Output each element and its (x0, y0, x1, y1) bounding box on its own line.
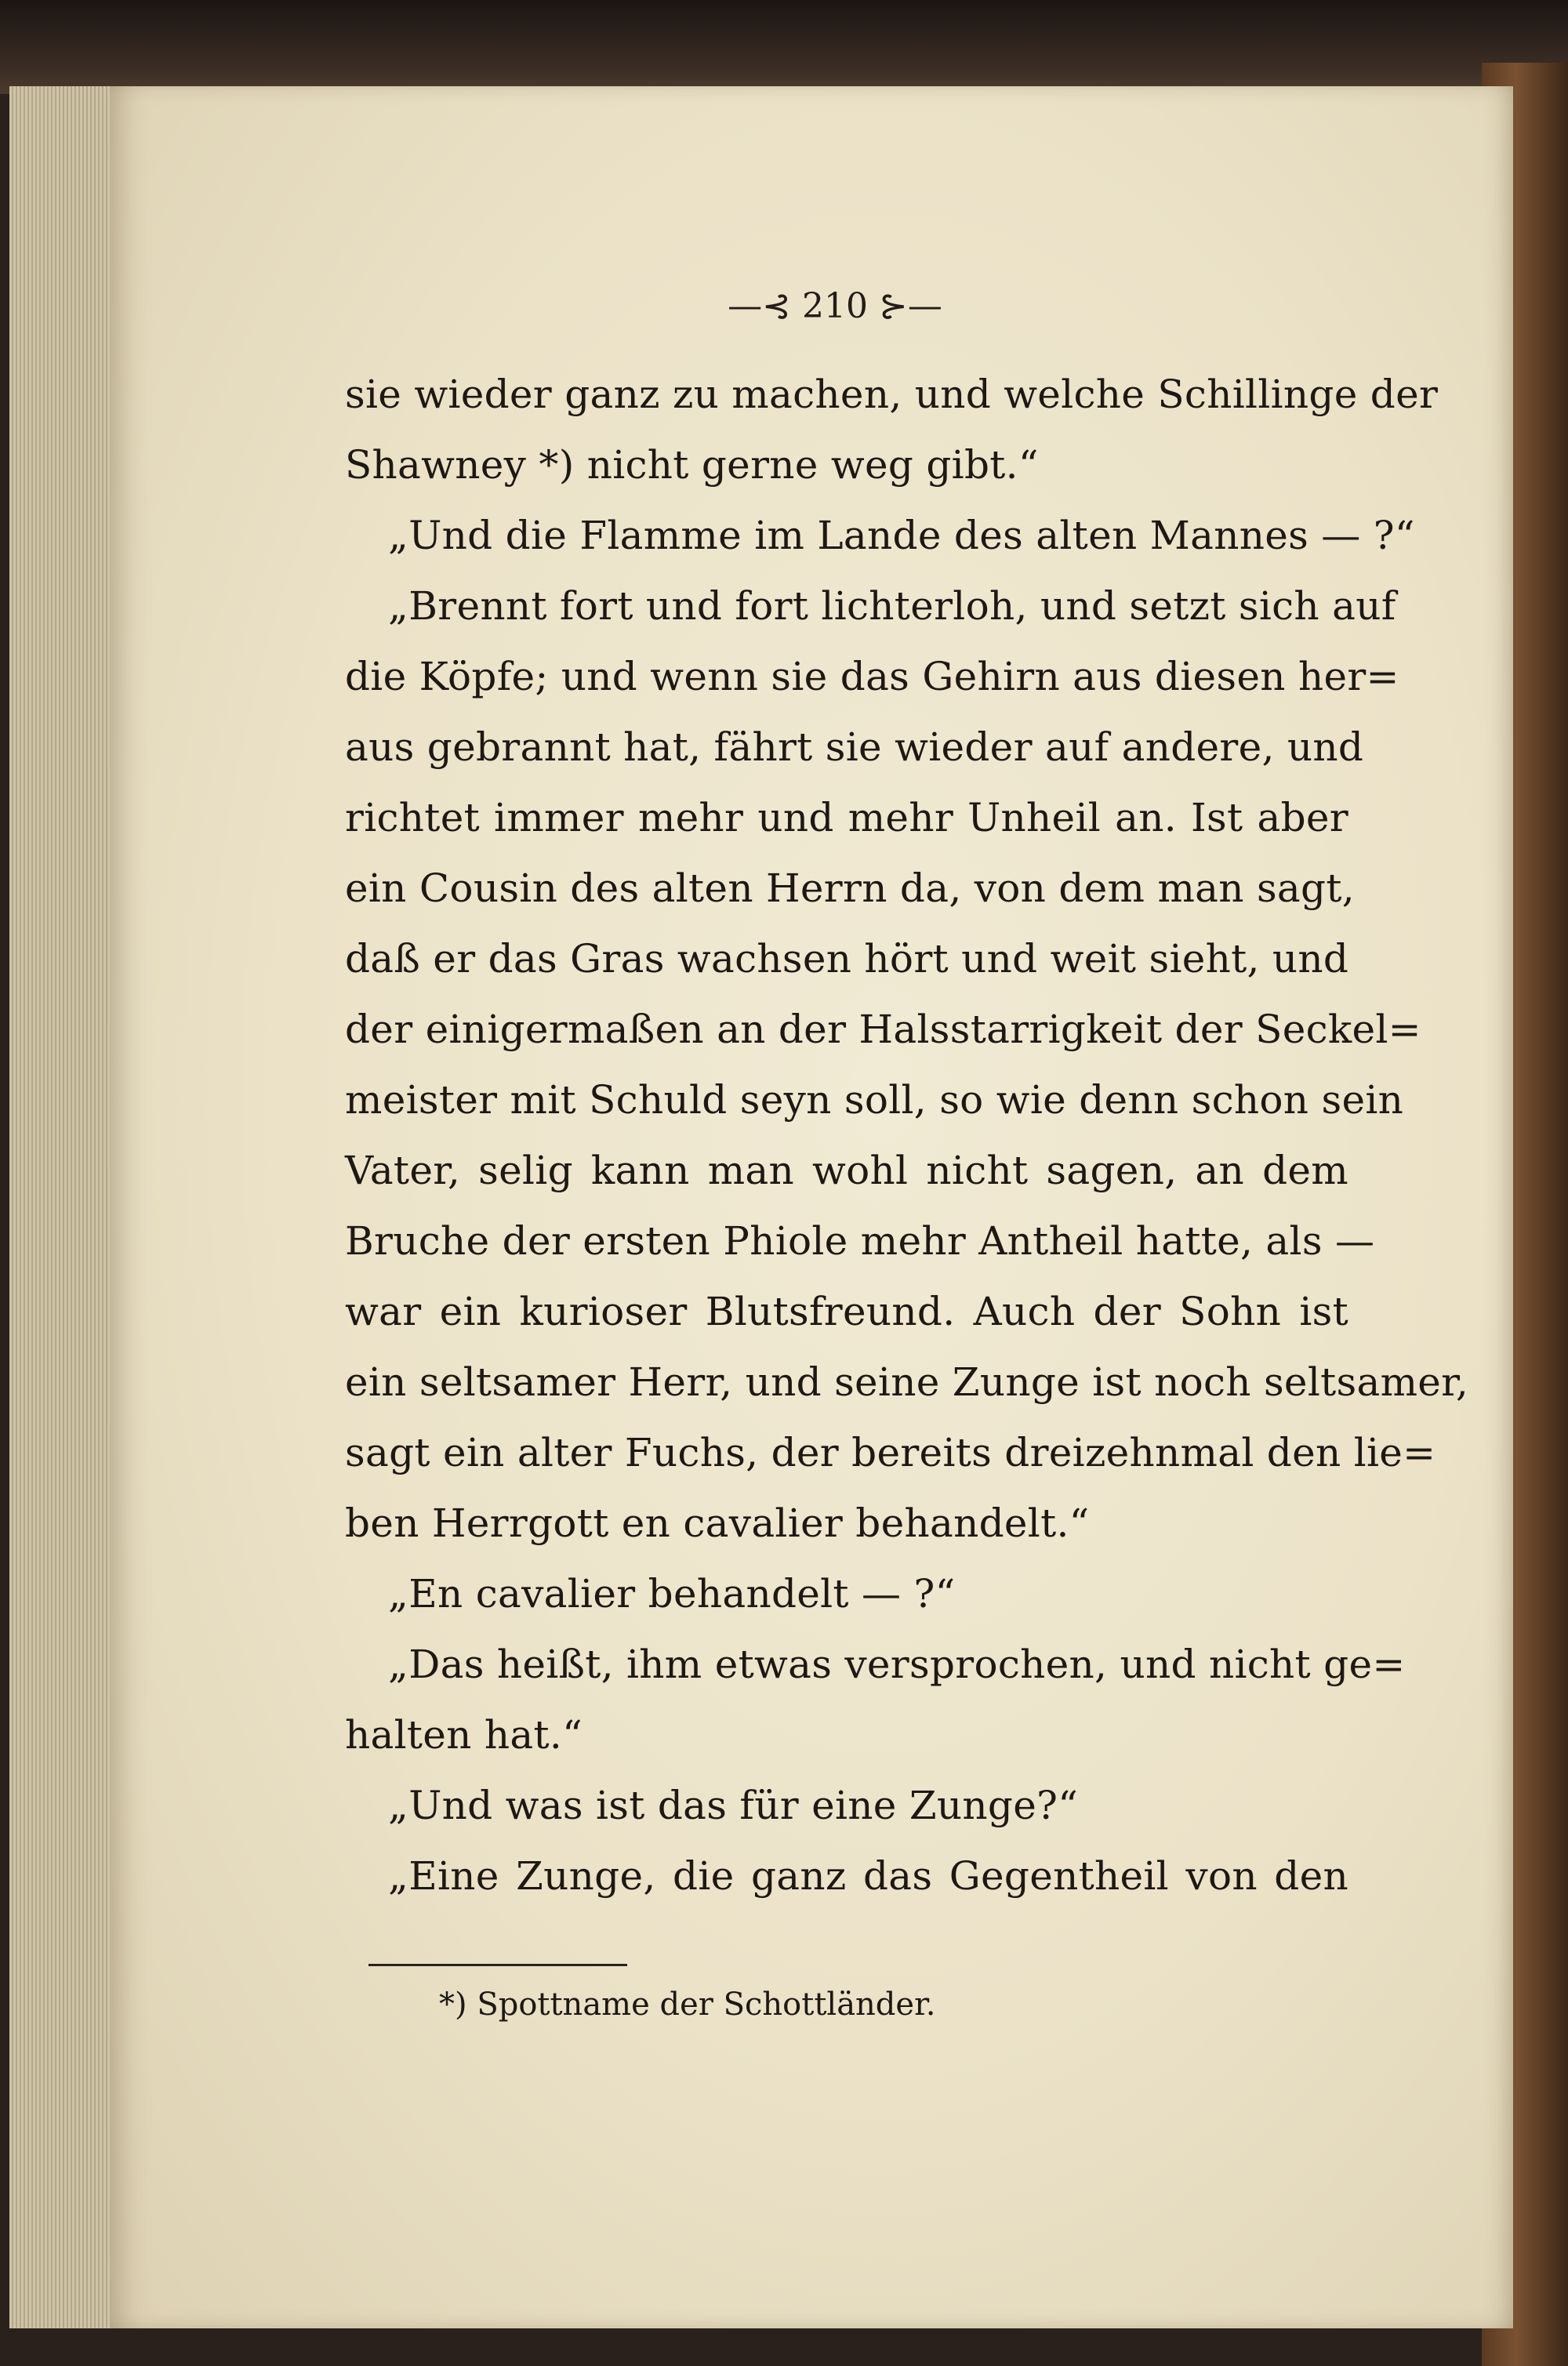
text-line: „Eine Zunge, die ganz das Gegentheil von den (388, 1853, 1348, 1899)
text-line: Shawney *) nicht gerne weg gibt.“ (345, 442, 1039, 488)
text-line: daß er das Gras wachsen hört und weit sieht, und (345, 936, 1349, 982)
text-line: halten hat.“ (345, 1712, 583, 1758)
footnote: *) Spottname der Schottländer. (439, 1987, 936, 2023)
text-line: „Das heißt, ihm etwas versprochen, und nicht ge= (388, 1642, 1406, 1687)
text-line: richtet immer mehr und mehr Unheil an. Ist aber (345, 795, 1348, 840)
footnote-divider (368, 1964, 627, 1966)
text-line: Vater, selig kann man wohl nicht sagen, an dem (345, 1148, 1348, 1193)
text-line: „Und die Flamme im Lande des alten Mannes — ?“ (388, 513, 1415, 558)
text-line: aus gebrannt hat, fährt sie wieder auf andere, und (345, 724, 1364, 770)
text-line: war ein kurioser Blutsfreund. Auch der Sohn ist (345, 1289, 1348, 1334)
text-line: ein Cousin des alten Herrn da, von dem man sagt, (345, 865, 1355, 911)
text-line: ben Herrgott en cavalier behandelt.“ (345, 1501, 1090, 1546)
text-line: „En cavalier behandelt — ?“ (388, 1571, 956, 1617)
text-line: meister mit Schuld seyn soll, so wie denn schon sein (345, 1077, 1404, 1123)
text-line: der einigermaßen an der Halsstarrigkeit der Seckel= (345, 1007, 1421, 1052)
text-line: ein seltsamer Herr, und seine Zunge ist noch seltsamer, (345, 1359, 1469, 1405)
text-line: „Brennt fort und fort lichterloh, und setzt sich auf (388, 583, 1396, 629)
text-line: Bruche der ersten Phiole mehr Antheil hatte, als — (345, 1218, 1375, 1264)
page-number: —⊰ 210 ⊱— (728, 286, 942, 326)
page-edges (9, 86, 121, 2328)
text-line: „Und was ist das für eine Zunge?“ (388, 1783, 1079, 1828)
book-top-edge (0, 0, 1568, 94)
text-line: sagt ein alter Fuchs, der bereits dreizehnmal den lie= (345, 1430, 1436, 1475)
text-line: die Köpfe; und wenn sie das Gehirn aus diesen her= (345, 654, 1399, 699)
text-line: sie wieder ganz zu machen, und welche Schillinge der (345, 372, 1439, 417)
